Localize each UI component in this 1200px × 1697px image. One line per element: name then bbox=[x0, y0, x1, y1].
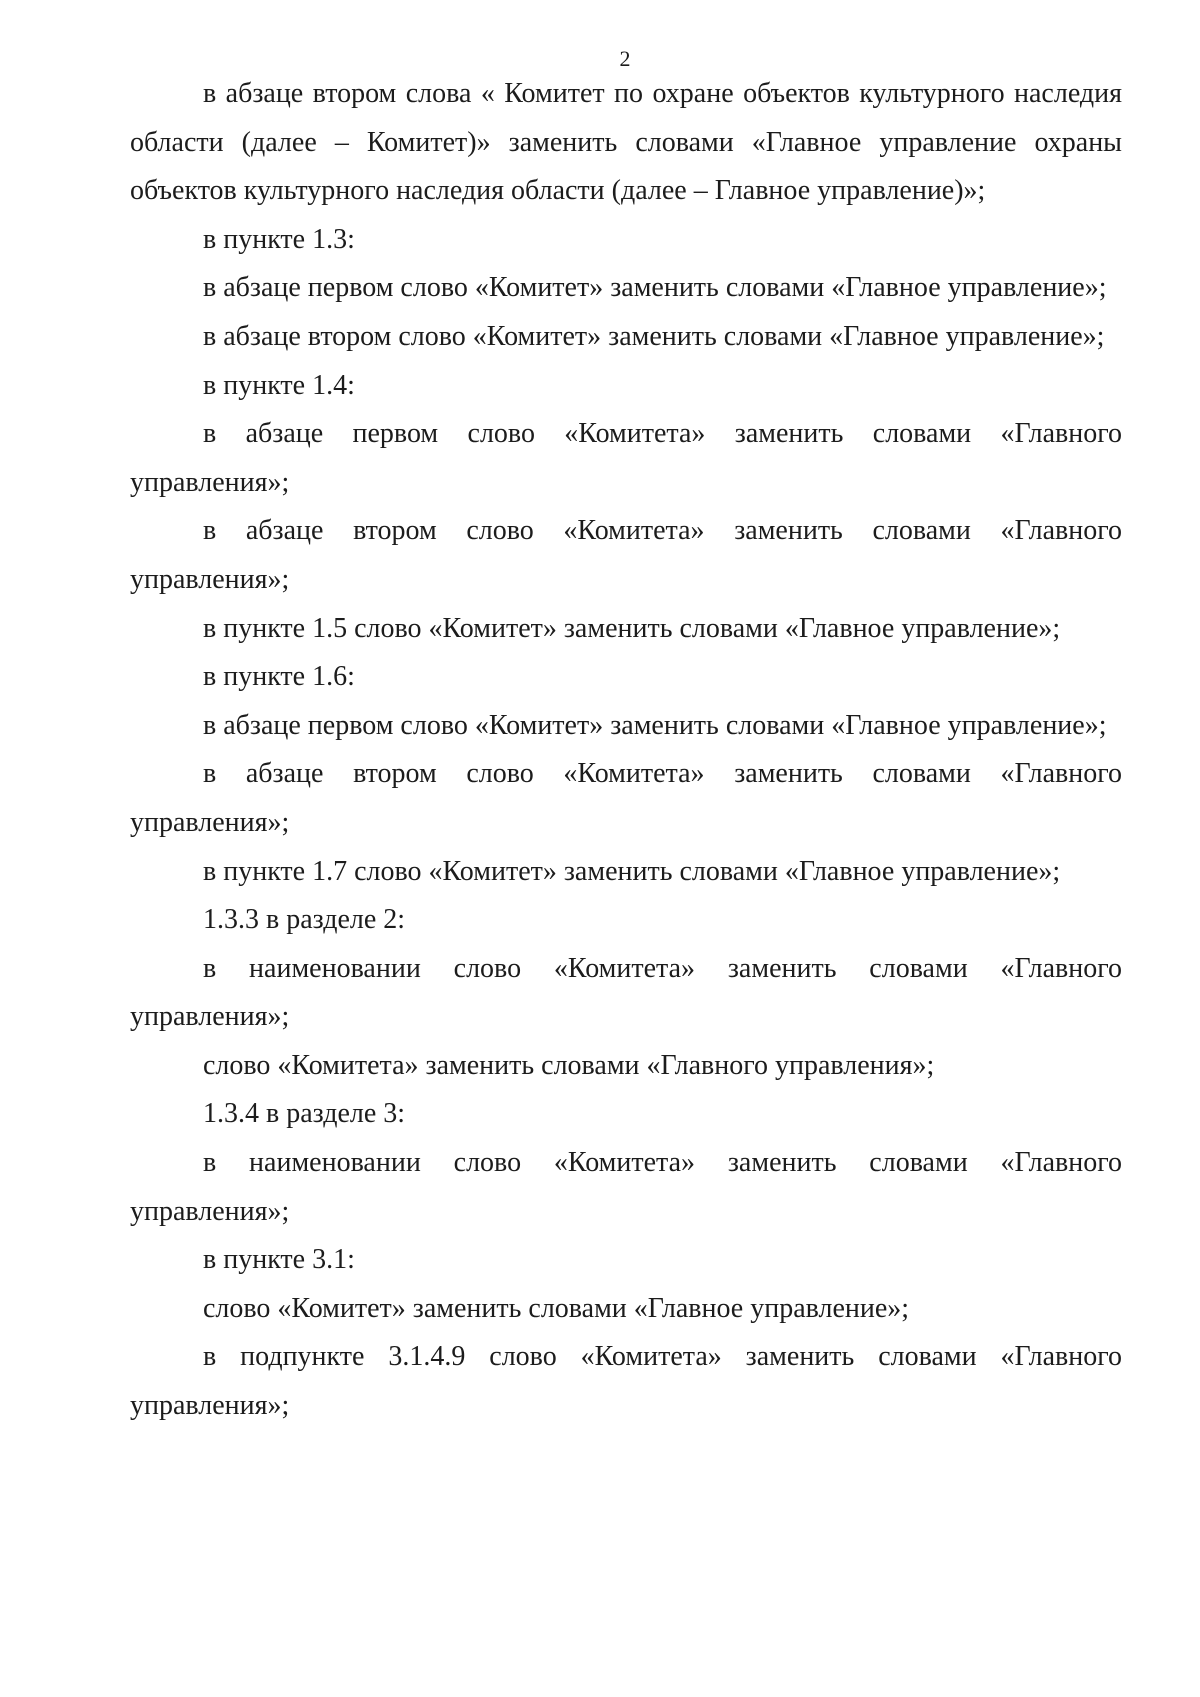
paragraph-15: слово «Комитета» заменить словами «Главного управления»; bbox=[203, 1049, 935, 1081]
paragraph-8: в пункте 1.5 слово «Комитет» заменить словами «Главное управление»; bbox=[203, 612, 1061, 644]
paragraph-1: в абзаце втором слова « Комитет по охране объектов культурного наследия области (далее – Комитет)» заменить словами «Главное управление охраны объектов культурного наследия области (далее – Главное управление)»; bbox=[130, 78, 1122, 207]
paragraph-3: в абзаце первом слово «Комитет» заменить словами «Главное управление»; bbox=[203, 272, 1107, 304]
paragraph-12: в пункте 1.7 слово «Комитет» заменить словами «Главное управление»; bbox=[203, 855, 1061, 887]
paragraph-11: в абзаце втором слово «Комитета» заменить словами «Главного управления»; bbox=[130, 758, 1122, 838]
paragraph-16: 1.3.4 в разделе 3: bbox=[203, 1098, 406, 1130]
document-body bbox=[130, 70, 1122, 1431]
paragraph-6: в абзаце первом слово «Комитета» заменить словами «Главного управления»; bbox=[130, 418, 1122, 498]
paragraph-13: 1.3.3 в разделе 2: bbox=[203, 904, 406, 936]
paragraph-5: в пункте 1.4: bbox=[203, 369, 355, 401]
paragraph-18: в пункте 3.1: bbox=[203, 1244, 355, 1276]
paragraph-7: в абзаце втором слово «Комитета» заменить словами «Главного управления»; bbox=[130, 515, 1122, 595]
page-number: 2 bbox=[619, 46, 631, 71]
paragraph-17: в наименовании слово «Комитета» заменить словами «Главного управления»; bbox=[130, 1147, 1122, 1227]
paragraph-10: в абзаце первом слово «Комитет» заменить словами «Главное управление»; bbox=[203, 709, 1107, 741]
paragraph-14: в наименовании слово «Комитета» заменить словами «Главного управления»; bbox=[130, 952, 1122, 1033]
paragraph-9: в пункте 1.6: bbox=[203, 661, 355, 693]
paragraph-19: слово «Комитет» заменить словами «Главное управление»; bbox=[203, 1292, 910, 1324]
paragraph-20: в подпункте 3.1.4.9 слово «Комитета» заменить словами «Главного управления»; bbox=[130, 1341, 1122, 1422]
paragraph-2: в пункте 1.3: bbox=[203, 223, 355, 255]
paragraph-4: в абзаце втором слово «Комитет» заменить словами «Главное управление»; bbox=[203, 320, 1105, 352]
